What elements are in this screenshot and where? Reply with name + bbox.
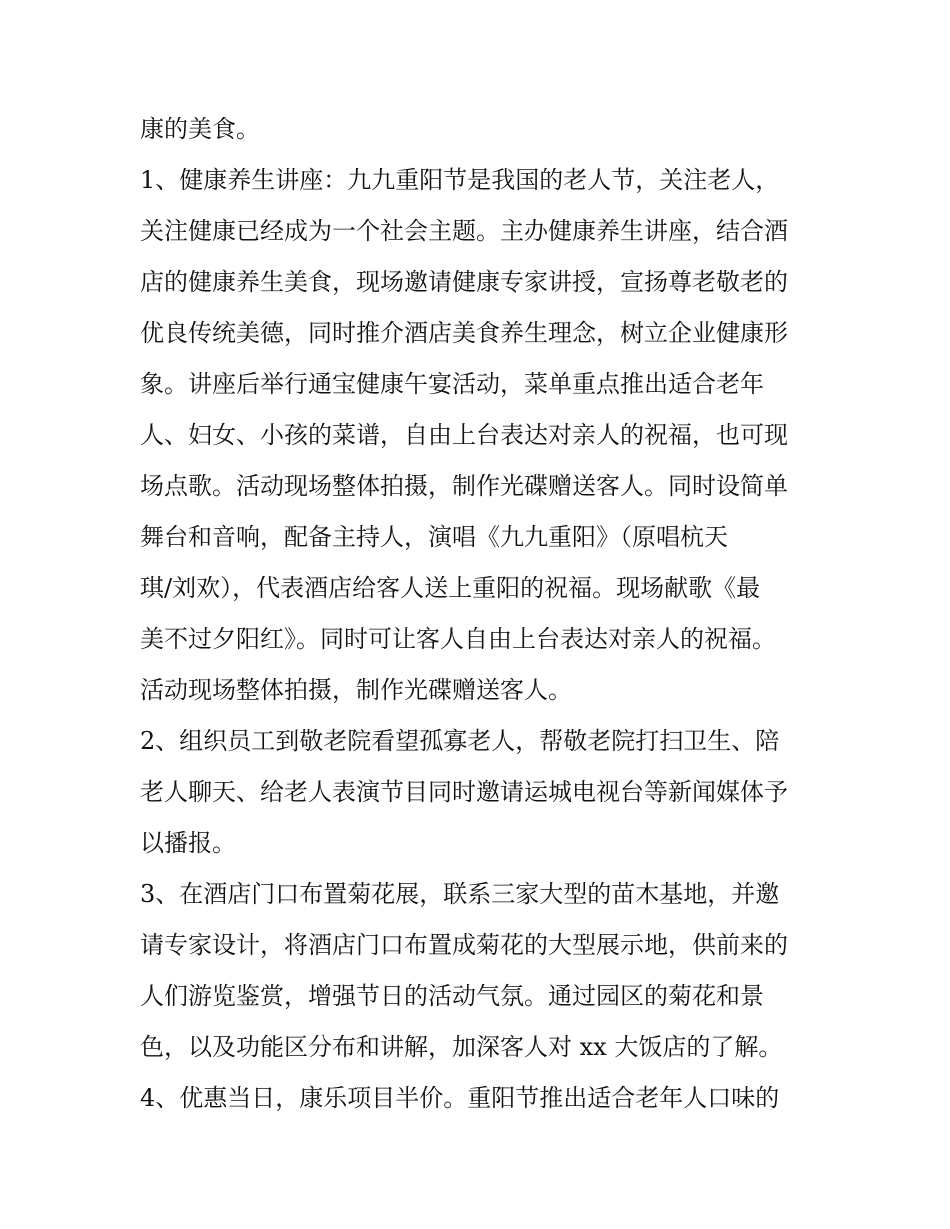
text-line: 象。讲座后举行通宝健康午宴活动，菜单重点推出适合老年 xyxy=(140,370,764,398)
text-line: 活动现场整体拍摄，制作光碟赠送客人。 xyxy=(140,676,572,704)
text-line: 色，以及功能区分布和讲解，加深客人对 xx 大饭店的了解。 xyxy=(140,1033,783,1061)
text-line: 优良传统美德，同时推介酒店美食养生理念，树立企业健康形 xyxy=(140,319,788,347)
text-line: 店的健康养生美食，现场邀请健康专家讲授，宣扬尊老敬老的 xyxy=(140,268,788,296)
text-line: 人、妇女、小孩的菜谱，自由上台表达对亲人的祝福，也可现 xyxy=(140,421,788,449)
text-line: 康的美食。 xyxy=(140,115,260,143)
text-line: 关注健康已经成为一个社会主题。主办健康养生讲座，结合酒 xyxy=(140,217,788,245)
text-line: 人们游览鉴赏，增强节日的活动气氛。通过园区的菊花和景 xyxy=(140,982,764,1010)
text-line: 请专家设计，将酒店门口布置成菊花的大型展示地，供前来的 xyxy=(140,931,788,959)
text-line: 4、优惠当日，康乐项目半价。重阳节推出适合老年人口味的 xyxy=(140,1084,780,1112)
text-line: 1、健康养生讲座：九九重阳节是我国的老人节，关注老人， xyxy=(140,166,780,194)
text-line: 3、在酒店门口布置菊花展，联系三家大型的苗木基地，并邀 xyxy=(140,880,780,908)
text-line: 舞台和音响，配备主持人，演唱《九九重阳》（原唱杭天 xyxy=(140,523,728,551)
text-line: 2、组织员工到敬老院看望孤寡老人，帮敬老院打扫卫生、陪 xyxy=(140,727,780,755)
text-line: 琪/刘欢），代表酒店给客人送上重阳的祝福。现场献歌《最 xyxy=(140,574,761,602)
text-line: 场点歌。活动现场整体拍摄，制作光碟赠送客人。同时设简单 xyxy=(140,472,788,500)
text-line: 美不过夕阳红》。同时可让客人自由上台表达对亲人的祝福。 xyxy=(140,625,776,653)
text-line: 老人聊天、给老人表演节目同时邀请运城电视台等新闻媒体予 xyxy=(140,778,788,806)
text-line: 以播报。 xyxy=(140,829,236,857)
